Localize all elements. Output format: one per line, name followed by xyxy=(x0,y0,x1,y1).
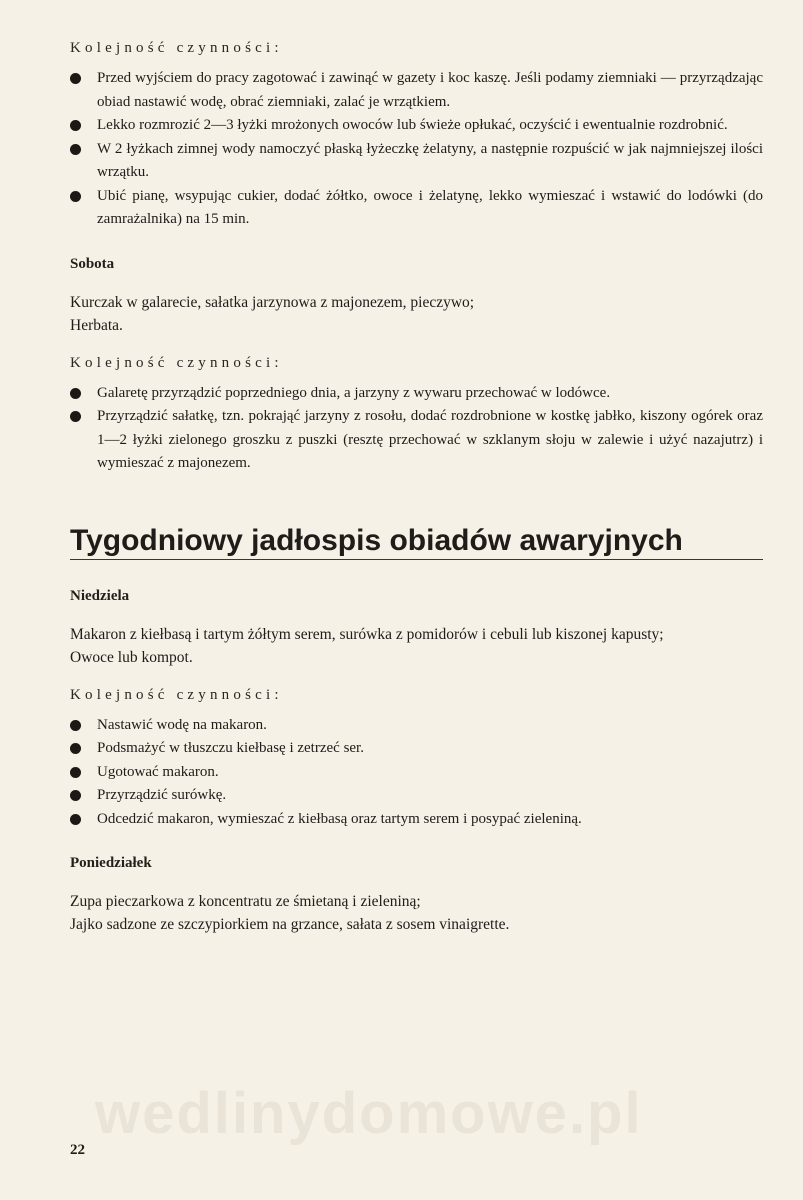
bullet-icon xyxy=(70,720,81,731)
menu-line: Herbata. xyxy=(70,316,123,334)
list-item: Lekko rozmrozić 2—3 łyżki mrożonych owoców lub świeże opłukać, oczyścić i ewentualnie rozdrobnić. xyxy=(70,114,763,138)
list-item: Przyrządzić surówkę. xyxy=(70,784,763,808)
bullet-icon xyxy=(70,191,81,202)
bullet-icon xyxy=(70,73,81,84)
bullet-icon xyxy=(70,120,81,131)
day-heading-saturday: Sobota xyxy=(70,255,115,272)
list-item: Odcedzić makaron, wymieszać z kiełbasą oraz tartym serem i posypać zieleniną. xyxy=(70,808,763,832)
list-item: Ugotować makaron. xyxy=(70,761,763,785)
day-heading-sunday: Niedziela xyxy=(70,587,130,604)
list-item: Przyrządzić sałatkę, tzn. pokrająć jarzyny z rosołu, dodać rozdrobnione w kostkę jabłko, kiszony ogórek oraz 1—2 łyżki zielonego groszku z puszki (resztę przechować w szklanym słoju w zalewie i użyć nazajutrz) i wymieszać z majonezem. xyxy=(70,405,763,476)
menu-monday xyxy=(70,890,763,936)
order-heading: Kolejność czynności: xyxy=(70,40,283,56)
list-item: Podsmażyć w tłuszczu kiełbasę i zetrzeć ser. xyxy=(70,737,763,761)
bullet-icon xyxy=(70,743,81,754)
steps-list xyxy=(70,714,763,832)
menu-line: Makaron z kiełbasą i tartym żółtym serem, surówka z pomidorów i cebuli lub kiszonej kapusty; xyxy=(70,625,664,643)
bullet-icon xyxy=(70,814,81,825)
bullet-icon xyxy=(70,144,81,155)
bullet-icon xyxy=(70,790,81,801)
list-item: W 2 łyżkach zimnej wody namoczyć płaską łyżeczkę żelatyny, a następnie rozpuścić w jak najmniejszej ilości wrzątku. xyxy=(70,138,763,185)
watermark: wedlinydomowe.pl xyxy=(95,1081,643,1146)
menu-line: Zupa pieczarkowa z koncentratu ze śmietaną i zieleniną; xyxy=(70,893,421,910)
menu-line: Kurczak w galarecie, sałatka jarzynowa z majonezem, pieczywo; xyxy=(70,293,475,311)
menu-sunday xyxy=(70,623,763,669)
list-item: Ubić pianę, wsypując cukier, dodać żółtko, owoce i żelatynę, lekko wymieszać i wstawić do lodówki (do zamrażalnika) na 15 min. xyxy=(70,185,763,232)
section-title: Tygodniowy jadłospis obiadów awaryjnych xyxy=(70,523,683,557)
menu-line: Owoce lub kompot. xyxy=(70,648,193,666)
bullet-icon xyxy=(70,388,81,399)
list-item: Galaretę przyrządzić poprzedniego dnia, a jarzyny z wywaru przechować w lodówce. xyxy=(70,382,763,406)
steps-list xyxy=(70,382,763,476)
order-heading: Kolejność czynności: xyxy=(70,354,283,371)
list-item: Nastawić wodę na makaron. xyxy=(70,714,763,738)
list-item: Przed wyjściem do pracy zagotować i zawinąć w gazety i koc kaszę. Jeśli podamy ziemniaki — przyrządzając obiad nastawić wodę, obrać ziemniaki, zalać je wrzątkiem. xyxy=(70,67,763,114)
steps-list xyxy=(70,67,763,232)
bullet-icon xyxy=(70,411,81,422)
title-divider xyxy=(70,559,763,560)
order-heading: Kolejność czynności: xyxy=(70,686,283,703)
page-content xyxy=(70,40,763,954)
bullet-icon xyxy=(70,767,81,778)
page-number: 22 xyxy=(70,1142,85,1158)
menu-saturday xyxy=(70,291,763,337)
menu-line: Jajko sadzone ze szczypiorkiem na grzance, sałata z sosem vinaigrette. xyxy=(70,916,510,933)
day-heading-monday: Poniedziałek xyxy=(70,855,152,871)
